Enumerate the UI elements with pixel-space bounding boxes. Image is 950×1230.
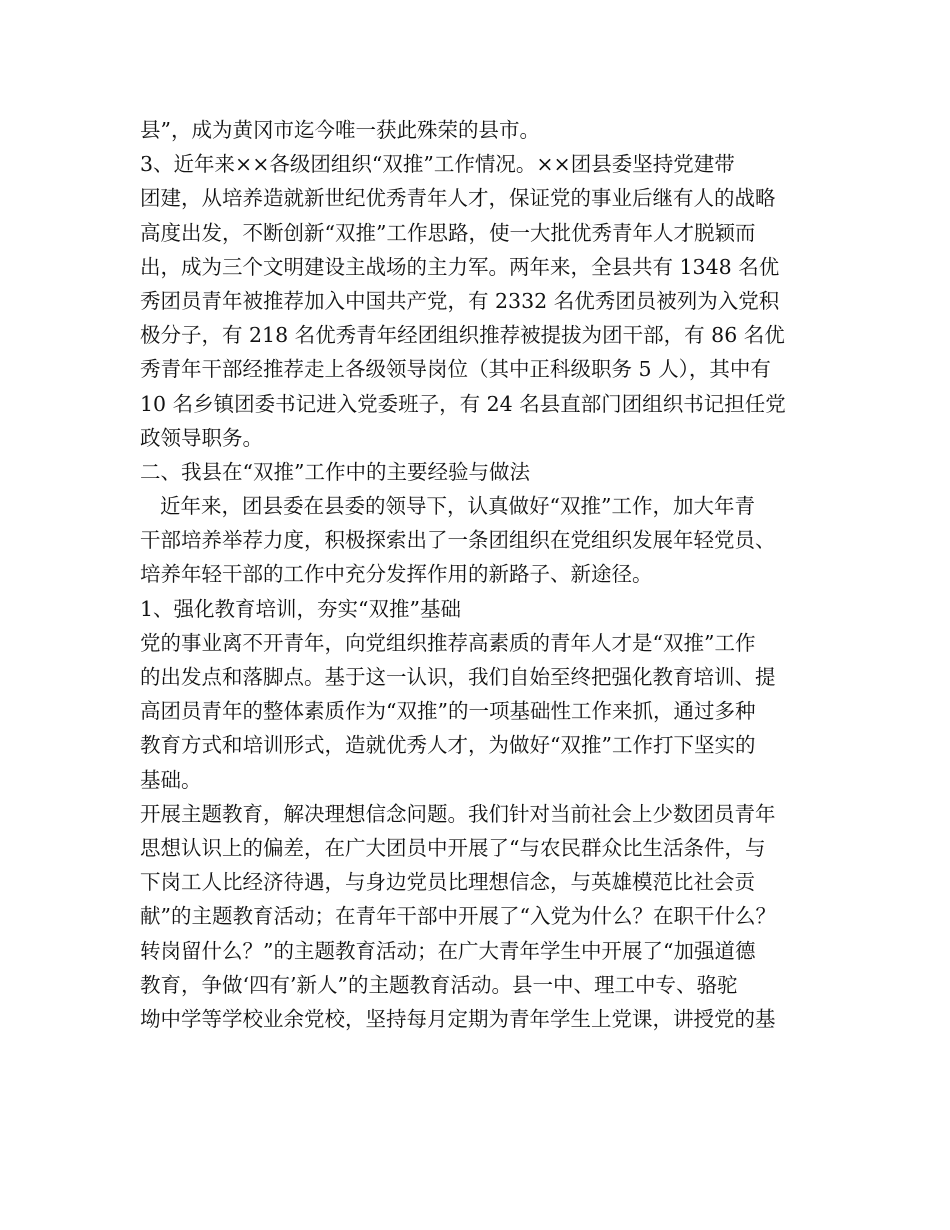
document-body: [140, 113, 830, 1036]
text-line: 高团员青年的整体素质作为“双推”的一项基础性工作来抓，通过多种: [140, 699, 756, 724]
text-line: 团建，从培养造就新世纪优秀青年人才，保证党的事业后继有人的战略: [140, 186, 776, 211]
text-line: 出，成为三个文明建设主战场的主力军。两年来，全县共有 1348 名优: [140, 254, 780, 279]
text-line: 县”，成为黄冈市迄今唯一获此殊荣的县市。: [140, 118, 540, 142]
text-line: 3、近年来××各级团组织“双推”工作情况。××团县委坚持党建带: [140, 152, 735, 177]
text-line: 转岗留什么？”的主题教育活动；在广大青年学生中开展了“加强道德: [140, 938, 756, 963]
subsection-heading: 1、强化教育培训，夯实“双推”基础: [140, 596, 462, 621]
text-line: 极分子，有 218 名优秀青年经团组织推荐被提拔为团干部，有 86 名优: [140, 323, 785, 348]
text-line: 教育方式和培训形式，造就优秀人才，为做好“双推”工作打下坚实的: [140, 733, 756, 758]
text-line: 干部培养举荐力度，积极探索出了一条团组织在党组织发展年轻党员、: [140, 528, 776, 553]
text-line: 开展主题教育，解决理想信念问题。我们针对当前社会上少数团员青年: [140, 801, 776, 826]
text-line: 的出发点和落脚点。基于这一认识，我们自始至终把强化教育培训、提: [140, 665, 776, 689]
text-line: 基础。: [140, 767, 202, 792]
text-line: 近年来，团县委在县委的领导下，认真做好“双推”工作，加大年青: [160, 494, 755, 519]
text-line: 教育，争做‘四有’新人”的主题教育活动。县一中、理工中专、骆驼: [140, 972, 738, 997]
text-line: 政领导职务。: [140, 425, 263, 450]
text-line: 10 名乡镇团委书记进入党委班子，有 24 名县直部门团组织书记担任党: [140, 391, 786, 416]
text-line: 秀青年干部经推荐走上各级领导岗位（其中正科级职务 5 人），其中有: [140, 357, 771, 382]
text-line: 思想认识上的偏差，在广大团员中开展了“与农民群众比生活条件，与: [140, 835, 766, 860]
section-heading: 二、我县在“双推”工作中的主要经验与做法: [140, 459, 530, 484]
text-line: 献”的主题教育活动；在青年干部中开展了“入党为什么？在职干什么？: [140, 904, 776, 929]
text-line: 党的事业离不开青年，向党组织推荐高素质的青年人才是“双推”工作: [140, 630, 756, 655]
text-line: 培养年轻干部的工作中充分发挥作用的新路子、新途径。: [140, 562, 653, 587]
text-line: 高度出发，不断创新“双推”工作思路，使一大批优秀青年人才脱颖而: [140, 220, 756, 245]
text-line: 坳中学等学校业余党校，坚持每月定期为青年学生上党课，讲授党的基: [140, 1006, 776, 1031]
text-line: 下岗工人比经济待遇，与身边党员比理想信念，与英雄模范比社会贡: [140, 870, 755, 895]
text-line: 秀团员青年被推荐加入中国共产党，有 2332 名优秀团员被列为入党积: [140, 288, 780, 313]
